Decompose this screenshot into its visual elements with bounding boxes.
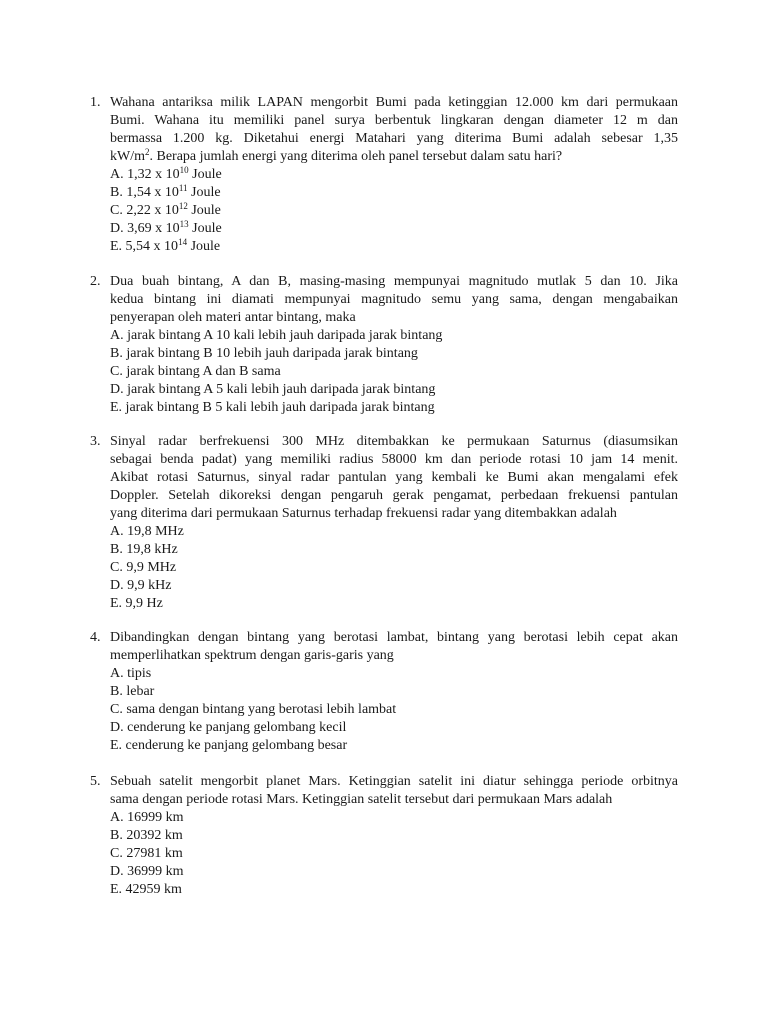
question-stem	[110, 773, 678, 809]
answer-options	[110, 809, 678, 899]
unit-text: kW/m	[110, 149, 145, 164]
stem-line: kedua bintang ini diamati mempunyai magnitudo semu yang sama, dengan mengabaikan	[110, 292, 678, 307]
option-c[interactable]: C. 27981 km	[110, 846, 183, 861]
option-a[interactable]: A. tipis	[110, 666, 152, 681]
option-d[interactable]: D. 36999 km	[110, 864, 184, 879]
option-d[interactable]: D. cenderung ke panjang gelombang kecil	[110, 720, 347, 735]
stem-line	[110, 148, 678, 166]
question-number: 5.	[90, 774, 101, 789]
exponent: 14	[178, 237, 188, 247]
stem-line: Sebuah satelit mengorbit planet Mars. Ketinggian satelit ini diatur sehingga periode orbitnya	[110, 774, 678, 789]
option-d[interactable]: D. jarak bintang A 5 kali lebih jauh daripada jarak bintang	[110, 382, 436, 397]
option-b[interactable]: B. jarak bintang B 10 lebih jauh daripada jarak bintang	[110, 346, 418, 361]
option-b[interactable]: B. 20392 km	[110, 828, 183, 843]
answer-options	[110, 327, 678, 417]
option-e[interactable]: E. cenderung ke panjang gelombang besar	[110, 738, 348, 753]
question-5	[90, 773, 678, 913]
option-e[interactable]: E. 5,54 x $10^{14}$ Joule	[110, 237, 221, 254]
option-a[interactable]: A. 19,8 MHz	[110, 524, 184, 539]
stem-line: memperlihatkan spektrum dengan garis-garis yang	[110, 648, 394, 663]
stem-text: . Berapa jumlah energi yang diterima oleh panel tersebut dalam satu hari?	[149, 149, 563, 164]
exponent: 12	[178, 201, 188, 211]
option-d[interactable]: D. 3,69 x $10^{13}$ Joule	[110, 219, 222, 236]
stem-line: Dua buah bintang, A dan B, masing-masing mempunyai magnitudo mutlak 5 dan 10. Jika	[110, 274, 678, 289]
question-stem	[110, 433, 678, 523]
exponent: 11	[178, 183, 188, 193]
exponent: 2	[145, 147, 150, 157]
stem-line: Bumi. Wahana itu memiliki panel surya berbentuk lingkaran dengan diameter 12 m dan	[110, 113, 678, 128]
stem-line: Doppler. Setelah dikoreksi dengan pengaruh gerak pengamat, perbedaan frekuensi pantulan	[110, 488, 678, 503]
stem-line: Wahana antariksa milik LAPAN mengorbit Bumi pada ketinggian 12.000 km dari permukaan	[110, 95, 678, 110]
option-b[interactable]: B. 1,54 x $10^{11}$ Joule	[110, 183, 221, 200]
question-number: 4.	[90, 630, 101, 645]
stem-line: bermassa 1.200 kg. Diketahui energi Matahari yang diterima Bumi adalah sebesar 1,35	[110, 131, 678, 146]
question-2	[90, 273, 678, 431]
question-stem	[110, 629, 678, 665]
option-c[interactable]: C. 9,9 MHz	[110, 560, 177, 575]
option-a[interactable]: A. 16999 km	[110, 810, 184, 825]
option-c[interactable]: C. jarak bintang A dan B sama	[110, 364, 281, 379]
question-number: 2.	[90, 274, 101, 289]
option-a[interactable]: A. 1,32 x $10^{10}$ Joule	[110, 165, 222, 182]
answer-options	[110, 665, 678, 755]
exponent: 10	[179, 165, 189, 175]
option-e[interactable]: E. 42959 km	[110, 882, 182, 897]
option-b[interactable]: B. lebar	[110, 684, 155, 699]
question-1	[90, 94, 678, 270]
question-stem	[110, 94, 678, 166]
stem-line: sebagai benda padat) yang memiliki radius 58000 km dan periode rotasi 10 jam 14 menit.	[110, 452, 678, 467]
exponent: 13	[179, 219, 189, 229]
option-e[interactable]: E. jarak bintang B 5 kali lebih jauh daripada jarak bintang	[110, 400, 435, 415]
stem-line: penyerapan oleh materi antar bintang, maka	[110, 310, 356, 325]
question-stem	[110, 273, 678, 327]
stem-line: Dibandingkan dengan bintang yang berotasi lambat, bintang yang berotasi lebih cepat akan	[110, 630, 678, 645]
answer-options	[110, 166, 678, 256]
stem-line: sama dengan periode rotasi Mars. Ketinggian satelit tersebut dari permukaan Mars adalah	[110, 792, 613, 807]
option-c[interactable]: C. 2,22 x $10^{12}$ Joule	[110, 201, 221, 218]
stem-line: Sinyal radar berfrekuensi 300 MHz ditembakkan ke permukaan Saturnus (diasumsikan	[110, 434, 678, 449]
option-a[interactable]: A. jarak bintang A 10 kali lebih jauh daripada jarak bintang	[110, 328, 443, 343]
question-number: 1.	[90, 95, 101, 110]
option-e[interactable]: E. 9,9 Hz	[110, 596, 163, 611]
question-3	[90, 433, 678, 627]
answer-options	[110, 523, 678, 613]
option-c[interactable]: C. sama dengan bintang yang berotasi lebih lambat	[110, 702, 397, 717]
option-b[interactable]: B. 19,8 kHz	[110, 542, 178, 557]
question-4	[90, 629, 678, 769]
stem-line: Akibat rotasi Saturnus, sinyal radar pantulan yang kembali ke Bumi akan mengalami efek	[110, 470, 678, 485]
question-number: 3.	[90, 434, 101, 449]
stem-line: yang diterima dari permukaan Saturnus terhadap frekuensi radar yang ditembakkan adalah	[110, 506, 617, 521]
option-d[interactable]: D. 9,9 kHz	[110, 578, 172, 593]
